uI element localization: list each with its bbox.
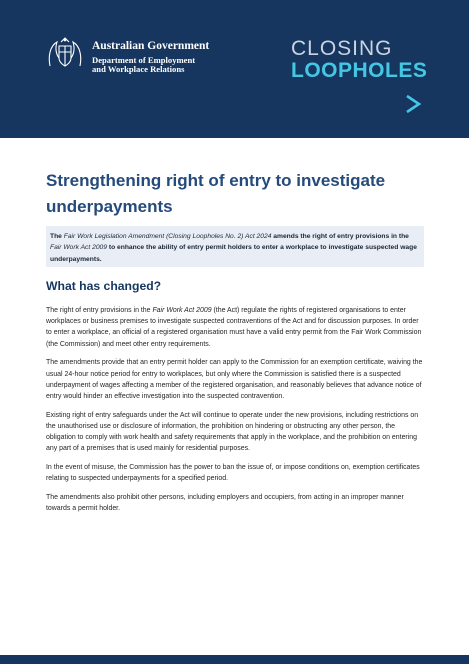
paragraph-5: The amendments also prohibit other persons, including employers and occupiers, from acting in an improper manner towards a permit holder.: [46, 494, 404, 513]
brand-line-loopholes: LOOPHOLES: [291, 59, 428, 82]
page-title-line1: Strengthening right of entry to investigate: [46, 171, 386, 190]
page-title-line2: underpayments: [46, 197, 173, 216]
paragraph-4: In the event of misuse, the Commission has the power to ban the issue of, or impose conditions on, exemption certificates relating to suspected underpayments for a specified period.: [46, 464, 420, 483]
intro-text-3: to enhance the ability of entry permit holders to enter a workplace to investigate suspected wage underpayments.: [50, 244, 417, 263]
intro-summary-box: [46, 226, 424, 267]
page-header: [0, 0, 469, 138]
paragraph-1-text-b: (the Act) regulate the rights of registered organisations to enter workplaces or business premises to investigate suspected contraventions of the Act and for discussion purposes. In order to enter a workplace, an official of a registered organisation must have a valid entry permit from the Fair Work Commission (the Commission) and meet other entry requirements.: [46, 307, 422, 348]
intro-text-1: The: [50, 233, 64, 240]
closing-loopholes-logo: [291, 38, 427, 81]
section-heading-what-has-changed: What has changed?: [46, 279, 162, 293]
intro-text-2: amends the right of entry provisions in the: [271, 233, 409, 240]
government-wordmark: [92, 40, 209, 74]
footer-bar: [0, 655, 469, 664]
paragraph-1-act-title: Fair Work Act 2009: [152, 307, 212, 314]
chevron-right-icon: [403, 94, 425, 114]
paragraph-2: The amendments provide that an entry permit holder can apply to the Commission for an exemption certificate, waiving the usual 24-hour notice period for entry to workplaces, but only where the Commission is satisfied there is a suspected underpayment of wages affecting a member of the registered organisation, and reasonably believes that advance notice of entry would hinder an effective investigation into the suspected contravention.: [46, 359, 423, 401]
coat-of-arms-icon: [46, 36, 84, 70]
department-name-line2: and Workplace Relations: [92, 64, 185, 75]
page-title: [46, 168, 426, 220]
intro-act-title-2: Fair Work Act 2009: [50, 244, 107, 252]
paragraph-1-text-a: The right of entry provisions in the: [46, 307, 153, 314]
paragraph-1: [46, 305, 426, 350]
brand-line-closing: CLOSING: [291, 37, 393, 60]
intro-act-title-1: Fair Work Legislation Amendment (Closing Loopholes No. 2) Act 2024: [63, 233, 272, 240]
paragraph-3: Existing right of entry safeguards under the Act will continue to operate under the new provisions, including restrictions on the unauthorised use or disclosure of information, the prohibition on hindering or obstructing any other person, the obligation to comply with work health and safety requirements that apply in the workplace, and the prohibition on entering any part of a premises that is used mainly for residential purposes.: [46, 411, 419, 453]
department-name-line1: Department of Employment: [92, 55, 196, 66]
government-name: Australian Government: [92, 40, 210, 52]
body-text: [46, 305, 426, 522]
